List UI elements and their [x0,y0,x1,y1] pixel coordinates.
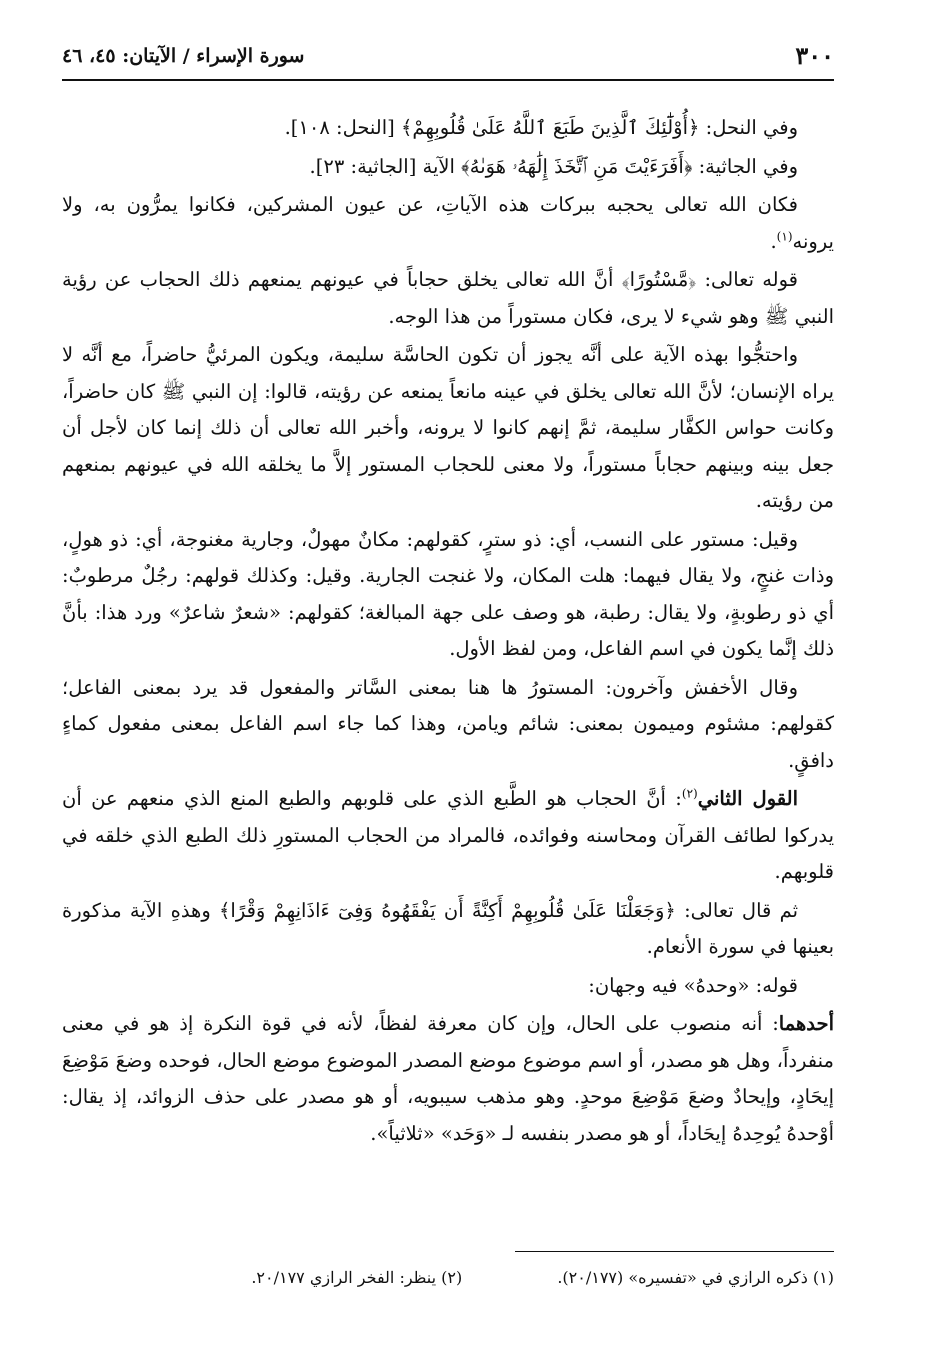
bold-lead: القول الثاني [697,787,798,810]
footnote-2: (٢) ينظر: الفخر الرازي ٢٠/١٧٧. [251,1268,463,1287]
paragraph: قوله تعالى: ﴿مَّسْتُورًا﴾ أنَّ الله تعالى يخلق حجاباً في عيونهم يمنعهم ذلك الحجاب عن رؤية النبي ﷺ وهو شيء لا يرى، فكان مستوراً من هذا الوجه. [62,268,834,328]
paragraph: واحتجُّوا بهذه الآية على أنَّه يجوز أن تكون الحاسَّة سليمة، ويكون المرئيُّ حاضراً، مع أنَّه لا يراه الإنسان؛ لأنَّ الله تعالى يخلق في عينه مانعاً يمنعه عن رؤيته، قالوا: إن النبي ﷺ كان حاضراً، وكانت حواس الكفَّار سليمة، ثمَّ إنهم كانوا لا يرونه، وأخبر الله تعالى أن ذلك إنما كان لأجل أن جعل بينه وبينهم حجاباً مستوراً، ولا معنى للحجاب المستور إلاَّ ما يخلقه الله في عيونهم بمنعهم من رؤيته. [62,343,834,512]
main-text [62,110,834,1154]
running-title: سورة الإسراء / الآيتان: ٤٥، ٤٦ [62,45,305,67]
paragraph: وفي الجاثية: ﴿أَفَرَءَيْتَ مَنِ ٱتَّخَذَ إِلَٰهَهُۥ هَوَىٰهُ﴾ الآية [الجاثية: ٢٣]. [309,154,798,178]
paragraph: قوله: «وحدهُ» فيه وجهان: [588,973,798,997]
paragraph: ثم قال تعالى: ﴿وَجَعَلْنَا عَلَىٰ قُلُوبِهِمْ أَكِنَّةً أَن يَفْقَهُوهُ وَفِىٓ ءَاذَانِهِمْ وَقْرًا﴾ وهذهِ الآية مذكورة بعينها في سورة الأنعام. [62,898,834,958]
page-number: ٣٠٠ [795,41,834,70]
footnotes [62,1264,834,1292]
paragraph: فكان الله تعالى يحجبه ببركات هذه الآياتِ، عن عيون المشركين، فكانوا يمرُّون به، ولا يرونه$^{(١)}$. [62,193,834,253]
footnote-rule [515,1251,834,1252]
page-header [62,38,834,74]
footnote-ref: (١) [776,229,793,243]
bold-lead: أحدهما [778,1012,834,1035]
paragraph: القول الثاني$^{(٢)}$: أنَّ الحجاب هو الطَّبع الذي على قلوبهم والطبع المنع الذي منعهم عن أن يدركوا لطائف القرآن ومحاسنه وفوائده، فالمراد من الحجاب المستورِ ذلك الطبع الذي خلقه في قلوبهم. [62,786,834,883]
paragraph: وفي النحل: ﴿أُوْلَٰٓئِكَ ٱلَّذِينَ طَبَعَ ٱللَّهُ عَلَىٰ قُلُوبِهِمْ﴾ [النحل: ١٠٨]. [284,116,798,139]
footnote-ref: (٢) [681,786,698,801]
paragraph: وقال الأخفش وآخرون: المستورُ ها هنا بمعنى السَّاتر والمفعول قد يرد بمعنى الفاعل؛ كقولهم: مشئوم وميمون بمعنى: شائم ويامن، وهذا كما جاء اسم الفاعل بمعنى مفعول كماءٍ دافقٍ. [62,675,834,772]
paragraph: وقيل: مستور على النسب، أي: ذو سترٍ، كقولهم: مكانٌ مهولٌ، وجارية مغنوجة، أي: ذو هولٍ، وذات غنجٍ، ولا يقال فيهما: هلت المكان، ولا غنجت الجارية. وقيل: وكذلك قولهم: رجُلٌ مرطوبٌ: أي ذو رطوبةٍ، ولا يقال: رطبة، هو وصف على جهة المبالغة؛ كقولهم: «شعرٌ شاعرٌ» ورد هذا: بأنَّ ذلك إنَّما يكون في اسم الفاعل، ومن لفظ الأول. [62,527,834,660]
paragraph: أحدهما: أنه منصوب على الحال، وإن كان معرفة لفظاً، لأنه في قوة النكرة إذ هو في معنى منفرداً، وهل هو مصدر، أو اسم موضوع موضع المصدر الموضوع موضع الحال، فوحده وضعَ مَوْضِعَ إيحَادٍ، وإيحادٌ وضعَ مَوْضِعَ موحدٍ. وهو مذهب سيبويه، أو هو مصدر على حذف الزوائد، إذ يقال: أوْحدهُ يُوحِدهُ إيحَاداً، أو هو مصدر بنفسه لـ «وَحَد» «ثلاثياً». [62,1012,834,1145]
footnote-1: (١) ذكره الرازي في «تفسيره» (٢٠/١٧٧). [557,1268,834,1287]
header-rule [62,79,834,81]
